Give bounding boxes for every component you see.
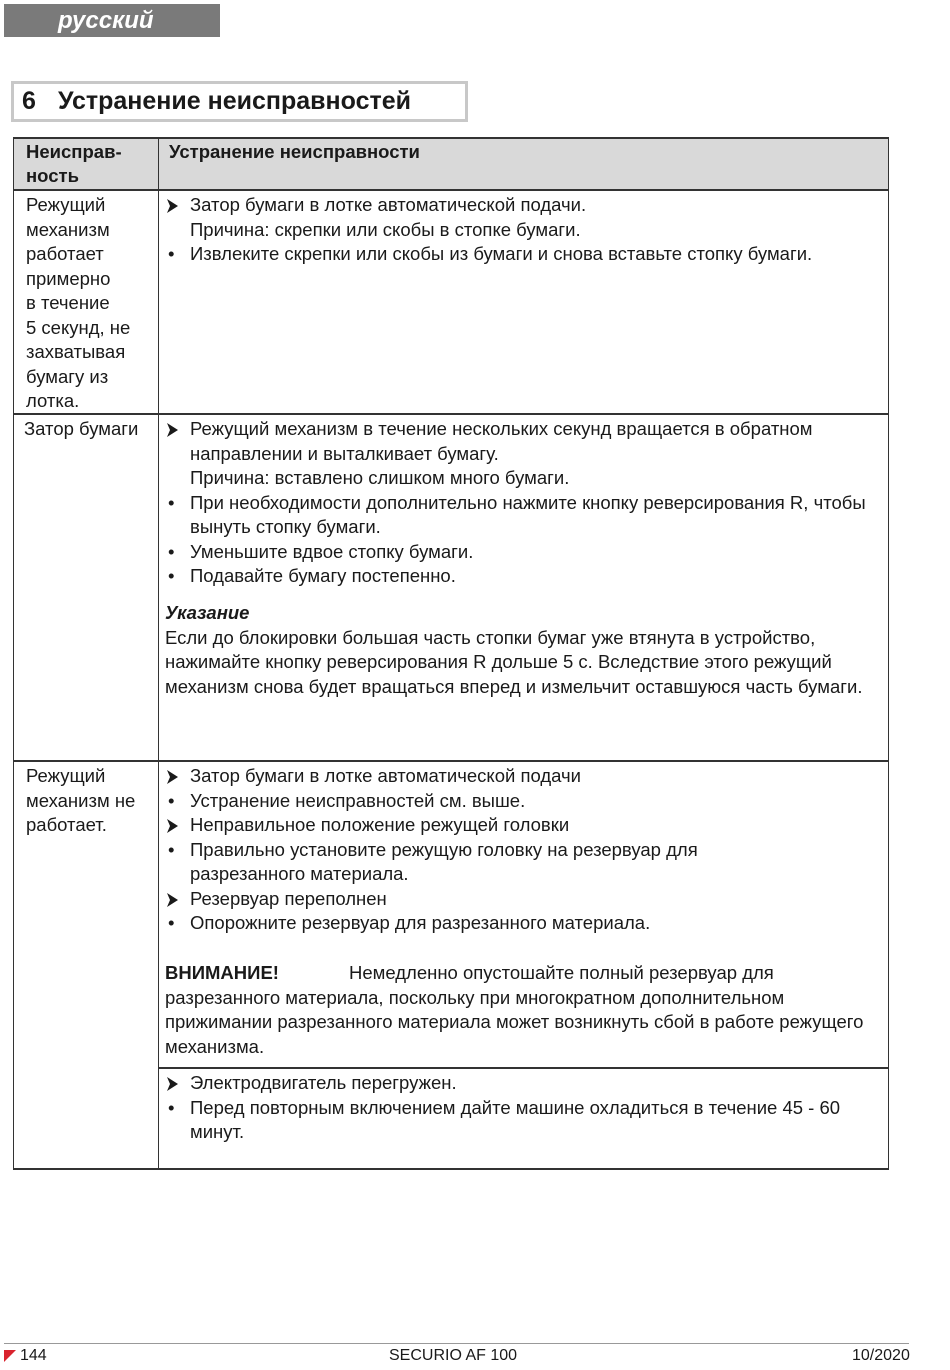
action-item: • Опорожните резервуар для разрезанного материала. [166, 911, 766, 936]
action-item: • Извлеките скрепки или скобы из бумаги и снова вставьте стопку бумаги. [166, 242, 883, 267]
column-header-fix: Устранение неисправности [169, 141, 420, 162]
note-title: Указание [165, 602, 250, 623]
arrow-right-icon [166, 417, 186, 444]
cause-item: Затор бумаги в лотке автоматической подачи [166, 764, 766, 789]
arrow-right-icon [166, 764, 186, 791]
bullet-icon: • [168, 912, 175, 933]
bullet-icon: • [168, 838, 175, 860]
warning-title: ВНИМАНИЕ! [165, 962, 279, 983]
fix-cell [166, 1071, 866, 1145]
footer-product: SECURIO AF 100 [389, 1347, 518, 1364]
section-number: 6 [22, 87, 36, 115]
page-number: 144 [20, 1347, 47, 1364]
table-header-row [13, 137, 889, 189]
bullet-icon: • [168, 565, 175, 586]
arrow-right-icon [166, 813, 186, 840]
fault-cell: Режущий механизм не работает. [26, 765, 136, 835]
cause-item: Затор бумаги в лотке автоматической подачи. Причина: скрепки или скобы в стопке бумаги. [166, 193, 883, 242]
action-item: • Правильно установите режущую головку на резервуар для разрезанного материала. [168, 838, 698, 884]
fault-cell: Затор бумаги [24, 418, 139, 439]
table-row [13, 189, 889, 413]
cause-item: Режущий механизм в течение нескольких секунд вращается в обратном направлении и выталкивает бумагу. Причина: вставлено слишком много бумаги. [166, 417, 878, 491]
action-item: • Устранение неисправностей см. выше. [166, 789, 766, 814]
action-item: • При необходимости дополнительно нажмите кнопку реверсирования R, чтобы вынуть стопку бумаги. [168, 491, 866, 537]
language-tab: русский [4, 4, 220, 37]
fix-cell [166, 764, 766, 936]
arrow-right-icon [166, 193, 186, 220]
action-item: • Перед повторным включением дайте машине охладиться в течение 45 - 60 минут. [168, 1096, 841, 1142]
table-row [13, 760, 889, 1169]
cause-item: Неправильное положение режущей головки [166, 813, 766, 838]
footer-divider [4, 1343, 909, 1344]
section-title [11, 81, 468, 122]
fault-cell: Режущий механизм работает примерно в течение 5 секунд, не захватывая бумагу из лотка. [26, 194, 131, 411]
bullet-icon: • [168, 1096, 175, 1118]
fix-cell [166, 193, 883, 267]
warning-text: Немедленно опустошайте полный резервуар для разрезанного материала, поскольку при многократном дополнительном прижимании разрезанного материала может возникнуть сбой в работе режущего механизма. [165, 962, 864, 1057]
bullet-icon: • [168, 491, 175, 513]
bullet-icon: • [168, 540, 175, 562]
bullet-icon: • [168, 789, 175, 811]
action-item: • Подавайте бумагу постепенно. [166, 564, 878, 589]
cause-item: Резервуар переполнен [166, 887, 766, 912]
section-title-text: Устранение неисправностей [58, 87, 412, 115]
note-block [165, 601, 887, 699]
corner-mark-icon [4, 1350, 16, 1362]
cause-item: Электродвигатель перегружен. [166, 1071, 866, 1096]
warning-block [165, 961, 865, 1059]
note-text: Если до блокировки большая часть стопки бумаг уже втянута в устройство, нажимайте кнопку реверсирования R дольше 5 с. Вследствие этого режущий механизм снова будет вращаться вперед и измельчит оставшуюся часть бумаги. [165, 626, 863, 697]
column-header-fault: Неисправ- ность [26, 141, 122, 186]
footer-date: 10/2020 [852, 1347, 910, 1364]
fix-cell [166, 417, 878, 589]
arrow-right-icon [166, 887, 186, 914]
table-row [13, 413, 889, 760]
bullet-icon: • [168, 243, 175, 264]
arrow-right-icon [166, 1071, 186, 1098]
action-item: • Уменьшите вдвое стопку бумаги. [166, 540, 878, 565]
